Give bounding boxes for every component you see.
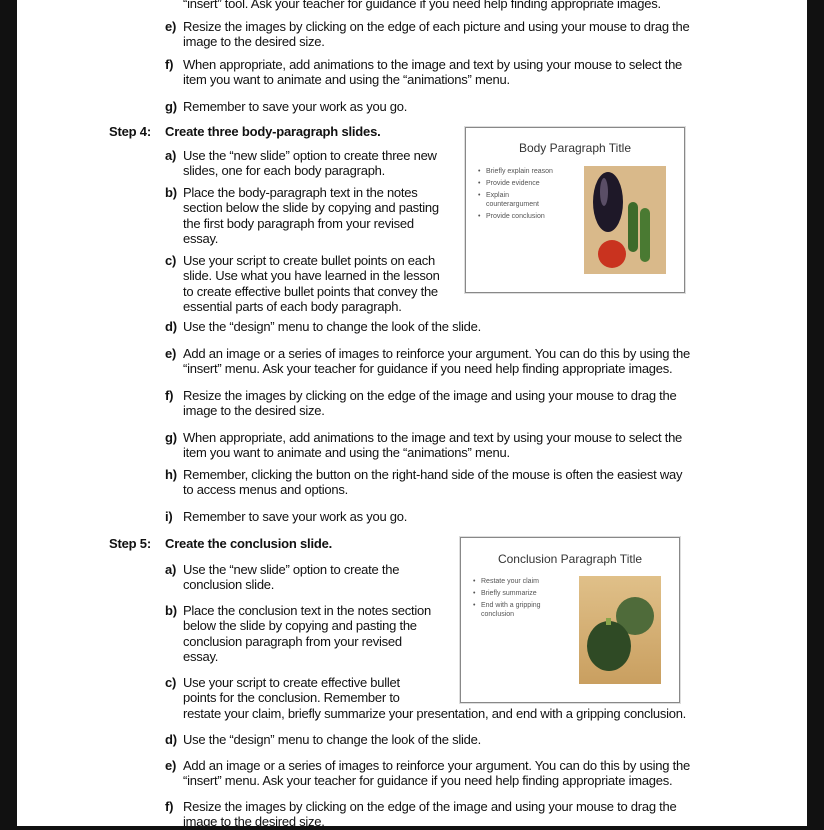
item-line: restate your claim, briefly summarize your presentation, and end with a gripping conclusion. <box>183 705 687 721</box>
slide-bullets <box>478 167 568 224</box>
item-letter: g) <box>165 99 177 114</box>
item-line: Remember to save your work as you go. <box>183 509 408 524</box>
item-line: Resize the images by clicking on the edge of each picture and using your mouse to drag the <box>183 19 690 34</box>
item-line: Place the body-paragraph text in the notes <box>183 185 418 200</box>
item-line: Use your script to create effective bullet <box>183 675 400 690</box>
item-line: essential parts of each body paragraph. <box>183 298 402 314</box>
step-4-title: Create three body-paragraph slides. <box>165 124 381 139</box>
item-line: “insert” tool. Ask your teacher for guidance if you need help finding appropriate images. <box>183 0 661 11</box>
item-text <box>183 430 682 461</box>
vegetables-image <box>584 166 666 274</box>
item-text <box>183 148 437 179</box>
item-line: slides, one for each body paragraph. <box>183 163 386 179</box>
item-line: conclusion paragraph from your revised <box>183 633 402 649</box>
item-text <box>183 57 682 88</box>
item-text <box>183 562 399 593</box>
item-line: Remember to save your work as you go. <box>183 99 408 114</box>
item-letter: d) <box>165 319 177 334</box>
document-page <box>17 0 807 830</box>
item-letter: e) <box>165 758 177 773</box>
item-letter: d) <box>165 732 177 747</box>
slide-bullet: • Briefly explain reason <box>478 167 568 176</box>
step-4-label: Step 4: <box>109 124 151 139</box>
item-line: Add an image or a series of images to reinforce your argument. You can do this by using the <box>183 758 690 773</box>
item-line: image to the desired size. <box>183 814 325 830</box>
item-line: Resize the images by clicking on the edge of the image and using your mouse to drag the <box>183 799 677 814</box>
slide-title: Conclusion Paragraph Title <box>497 552 643 566</box>
item-line: Use the “new slide” option to create three new <box>183 148 437 163</box>
step-5-title: Create the conclusion slide. <box>165 536 333 551</box>
step-5-label: Step 5: <box>109 536 151 551</box>
item-line: image to the desired size. <box>183 34 325 50</box>
item-text <box>183 19 689 50</box>
slide-bullet: • Restate your claim <box>473 577 553 586</box>
item-text <box>183 732 481 747</box>
item-line: When appropriate, add animations to the image and text by using your mouse to select the <box>183 57 683 72</box>
item-line: Use your script to create bullet points on each <box>183 253 436 268</box>
item-text <box>183 799 677 830</box>
item-line: Add an image or a series of images to reinforce your argument. You can do this by using the <box>183 346 690 361</box>
item-text <box>183 99 407 114</box>
slide-bullets <box>473 577 553 622</box>
conclusion-slide-thumbnail <box>460 537 680 703</box>
item-text <box>183 185 439 246</box>
item-line: to access menus and options. <box>183 482 348 498</box>
item-line: to create effective bullet points that convey the <box>183 283 438 299</box>
item-text <box>183 509 407 524</box>
item-letter: i) <box>165 509 173 524</box>
item-letter: c) <box>165 675 177 690</box>
item-line: When appropriate, add animations to the image and text by using your mouse to select the <box>183 430 683 445</box>
item-line: Use the “design” menu to change the look of the slide. <box>183 732 481 747</box>
item-line: Place the conclusion text in the notes section <box>183 603 431 618</box>
item-line: Resize the images by clicking on the edge of the image and using your mouse to drag the <box>183 388 677 403</box>
item-line: below the slide by copying and pasting the <box>183 618 417 634</box>
slide-bullet: • Briefly summarize <box>473 589 553 598</box>
item-text <box>183 758 690 789</box>
item-letter: c) <box>165 253 177 268</box>
item-line: “insert” menu. Ask your teacher for guidance if you need help finding appropriate images. <box>183 361 673 377</box>
item-letter: f) <box>165 388 174 403</box>
item-text <box>183 0 661 11</box>
item-letter: b) <box>165 603 177 618</box>
item-text <box>183 603 431 664</box>
item-line: slide. Use what you have learned in the lesson <box>183 268 440 284</box>
item-letter: h) <box>165 467 177 482</box>
slide-bullet: • End with a gripping conclusion <box>473 601 556 619</box>
item-line: image to the desired size. <box>183 403 325 419</box>
slide-bullet: • Provide evidence <box>478 179 568 188</box>
item-line: Use the “design” menu to change the look of the slide. <box>183 319 481 334</box>
item-line: points for the conclusion. Remember to <box>183 690 400 706</box>
item-text <box>183 467 682 498</box>
item-letter: a) <box>165 562 177 577</box>
item-line: Remember, clicking the button on the right-hand side of the mouse is often the easiest way <box>183 467 683 482</box>
item-line: item you want to animate and using the “animations” menu. <box>183 72 510 88</box>
slide-bullet: • Provide conclusion <box>478 212 568 221</box>
slide-title: Body Paragraph Title <box>518 141 632 155</box>
item-line: essay. <box>183 648 219 664</box>
squash-image <box>579 576 661 684</box>
item-line: the first body paragraph from your revised <box>183 215 414 231</box>
item-letter: e) <box>165 19 177 34</box>
item-letter: f) <box>165 57 174 72</box>
item-line: conclusion slide. <box>183 577 275 593</box>
item-line: item you want to animate and using the “animations” menu. <box>183 445 510 461</box>
item-letter: g) <box>165 430 177 445</box>
body-slide-thumbnail <box>465 127 685 293</box>
item-text <box>183 319 481 334</box>
item-line: essay. <box>183 230 219 246</box>
item-letter: e) <box>165 346 177 361</box>
item-text <box>183 253 440 314</box>
slide-bullet: • Explain counterargument <box>478 191 546 209</box>
item-text <box>183 346 690 377</box>
item-text <box>183 388 677 419</box>
item-line: section below the slide by copying and pasting <box>183 200 439 216</box>
item-line: Use the “new slide” option to create the <box>183 562 400 577</box>
item-letter: a) <box>165 148 177 163</box>
item-letter: b) <box>165 185 177 200</box>
item-line: “insert” menu. Ask your teacher for guidance if you need help finding appropriate images. <box>183 773 673 789</box>
item-letter: f) <box>165 799 174 814</box>
